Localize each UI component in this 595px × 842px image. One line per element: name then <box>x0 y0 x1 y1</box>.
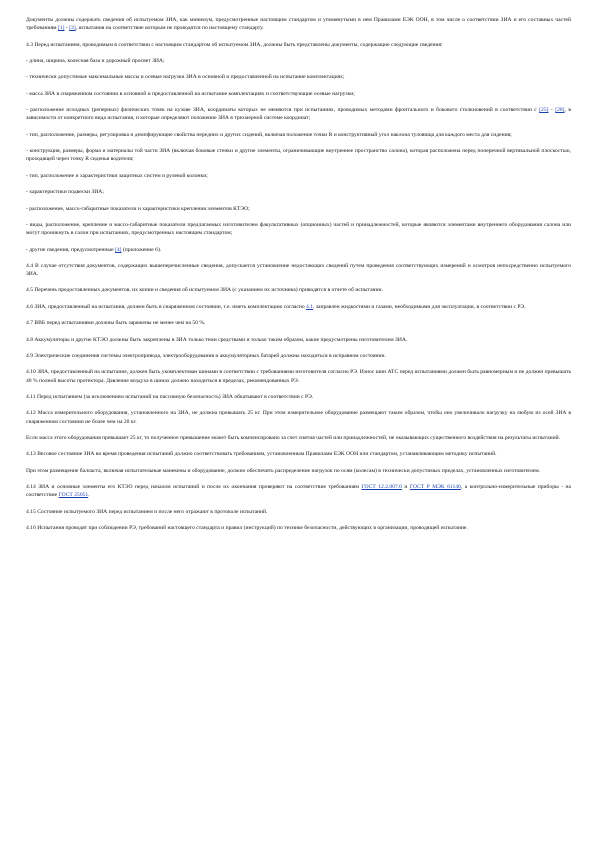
text-span: , заправлен жидкостями и газами, необходимыми для эксплуатации, в соответствии с РЭ. <box>313 303 526 310</box>
list-item <box>26 106 571 122</box>
clause-4-6 <box>26 303 571 311</box>
text-span: (приложение 6). <box>121 246 162 253</box>
document-body <box>26 16 571 532</box>
text-span: Документы должны содержать сведения об испытуемом ЗИА, как минимум, предусмотренные настоящим стандартом и упомянутыми в нем Правилами ЕЭК ООН, в том числе о соответствии ЗИА и его составных частей требованиям <box>26 17 571 32</box>
clause-4-5: 4.5 Перечень предоставленных документов, их копии и сведения об испытуемом ЗИА (с указанием их источника) приводятся в отчете об испытании. <box>26 287 383 294</box>
clause-4-3: 4.3 Перед испытанием, проводимым в соответствии с настоящим стандартом об испытуемом ЗИА, должны быть представлены документы, содержащие следующие сведения: <box>26 41 443 48</box>
text-span: . <box>88 492 90 499</box>
clause-4-7: 4.7 ВВБ перед испытаниями должны быть заряжены не менее чем на 50 %. <box>26 320 206 327</box>
text-span: , испытания на соответствие которым не проводятся по настоящему стандарту. <box>75 25 264 32</box>
clause-4-13-continued: При этом размещение балласта, включая испытательные манекены и оборудование, должно обеспечить распределение нагрузок по осям (колесам) в технически допустимых пределах, установленных изготовителем. <box>26 467 541 474</box>
list-item: - характеристики подвески ЗИА; <box>26 189 104 196</box>
reference-link-4[interactable]: [4] <box>115 246 122 253</box>
list-item: - длина, ширина, колесная база и дорожный просвет ЗИА; <box>26 57 165 64</box>
text-span: и <box>401 484 410 491</box>
text-span: , в зависимости от конкретного вида испытания, и которые определяют положение ЗИА в трехмерной системе координат; <box>26 107 571 122</box>
clause-4-15: 4.15 Состояние испытуемого ЗИА перед испытанием и после него отражают в протоколе испытаний. <box>26 508 268 515</box>
clause-4-9: 4.9 Электрические соединения системы электропривода, электрооборудования и аккумуляторных батарей должны находиться в исправном состоянии. <box>26 353 386 360</box>
text-span: - <box>64 25 70 32</box>
list-item: - технически допустимые максимальные массы и осевые нагрузки ЗИА в основной и предоставленной на испытание комплектациях; <box>26 74 345 81</box>
clause-4-14 <box>26 483 571 499</box>
clause-4-12-continued: Если масса этого оборудования превышает 25 кг, то полученное превышение может быть компенсировано за счет снятия частей или принадлежностей, не оказывающих существенного воздействия на результаты испытаний. <box>26 435 560 442</box>
standard-link-gost-r-iec-61140[interactable]: ГОСТ Р МЭК 61140 <box>409 484 461 491</box>
list-item <box>26 246 571 254</box>
reference-link-1[interactable]: [1] <box>57 25 65 32</box>
text-span: , а контрольно-измерительные приборы - на соответствие <box>26 484 571 499</box>
list-item: - виды, расположение, крепление и массо-габаритные показатели предлагаемых изготовителем факультативных (опционных) частей и принадлежностей, которые являются элементами внутреннего оборудования салона или могут проникнуть в салон при испытаниях, предусмотренных настоящим стандартом; <box>26 221 571 237</box>
list-item: - масса ЗИА в снаряженном состоянии в основной и предоставленной на испытание комплектациях и соответствующие осевые нагрузки; <box>26 90 355 97</box>
text-span: - расположение исходных (реперных) физических точек на кузове ЗИА, координаты которых не меняются при испытаниях, проводимых методами фронтального и бокового столкновений в соответствии с <box>26 107 540 114</box>
paragraph-intro <box>26 16 571 32</box>
clause-link-4-1[interactable]: 4.1 <box>306 303 314 310</box>
clause-4-13: 4.13 Весовое состояние ЗИА во время проведения испытаний должно соответствовать требованиям, установленным Правилами ЕЭК ООН или стандартом, устанавливающим методику испытаний. <box>26 451 497 458</box>
list-item: - тип, расположение и характеристики защитных систем и рулевой колонки; <box>26 172 208 179</box>
list-item: - конструкция, размеры, форма и материалы той части ЗИА (включая боковые стенки и другие элементы, ограничивающие внутреннее пространство салона), которая расположена перед поперечной вертикальной плоскостью, проходящей через точку R сиденья водителя; <box>26 148 571 163</box>
reference-link-3[interactable]: [3] <box>69 25 76 32</box>
clause-4-4: 4.4 В случае отсутствия документов, содержащих вышеперечисленные сведения, допускается установление недостающих сведений путем проведения соответствующих измерений и осмотров непосредственно испытуемого ЗИА. <box>26 262 571 278</box>
clause-4-10: 4.10 ЗИА, предоставленный на испытание, должен быть укомплектован шинами в соответствии с требованиями изготовителя согласно РЭ. Износ шин АТС перед испытаниями должен быть равномерным и не должен превышать 40 % полной высоты протектора. Давление воздуха в шинах должно находиться в пределах, рекомендованных РЭ. <box>26 369 571 384</box>
clause-4-11: 4.11 Перед испытанием (за исключением испытаний на пассивную безопасность) ЗИА обкатывают в соответствии с РЭ. <box>26 394 314 401</box>
reference-link-25[interactable]: [25] <box>539 107 549 114</box>
list-item: - расположение, массо-габаритные показатели и характеристики крепления элементов КТЭО; <box>26 205 250 212</box>
standard-link-gost-12-2-007-0[interactable]: ГОСТ 12.2.007.0 <box>361 484 402 491</box>
text-span: - <box>548 107 556 114</box>
clause-4-8: 4.8 Аккумуляторы и другие КТЭО должны быть закреплены в ЗИА только теми средствами и только таким образом, какие предусмотрены изготовителем ЗИА. <box>26 336 408 343</box>
clause-4-12: 4.12 Масса измерительного оборудования, установленного на ЗИА, не должна превышать 25 кг. При этом измерительное оборудование размещают таким образом, чтобы оно увеличивало нагрузку на любую из осей ЗИА в снаряженном состоянии не более чем на 20 кг. <box>26 410 571 425</box>
reference-link-28[interactable]: [28] <box>555 107 565 114</box>
list-item: - тип, расположение, размеры, регулировка и демпфирующие свойства передних и других сидений, включая положение точки R и конструктивный угол наклона туловища для каждого места для сидения; <box>26 131 512 138</box>
standard-link-gost-25051[interactable]: ГОСТ 25051 <box>58 492 89 499</box>
clause-4-16: 4.16 Испытания проводят при соблюдении РЭ, требований настоящего стандарта и правил (инструкций) по технике безопасности, действующих в организации, проводящей испытание. <box>26 525 468 532</box>
text-span: - другие сведения, предусмотренные <box>26 246 115 253</box>
text-span: 4.14 ЗИА и основные элементы его КТЭО перед началом испытаний и после их окончания проверяют на соответствие требованиям <box>26 484 362 491</box>
text-span: 4.6 ЗИА, предоставленный на испытания, должен быть в снаряженном состоянии, т.е. иметь комплектацию согласно <box>26 303 307 310</box>
